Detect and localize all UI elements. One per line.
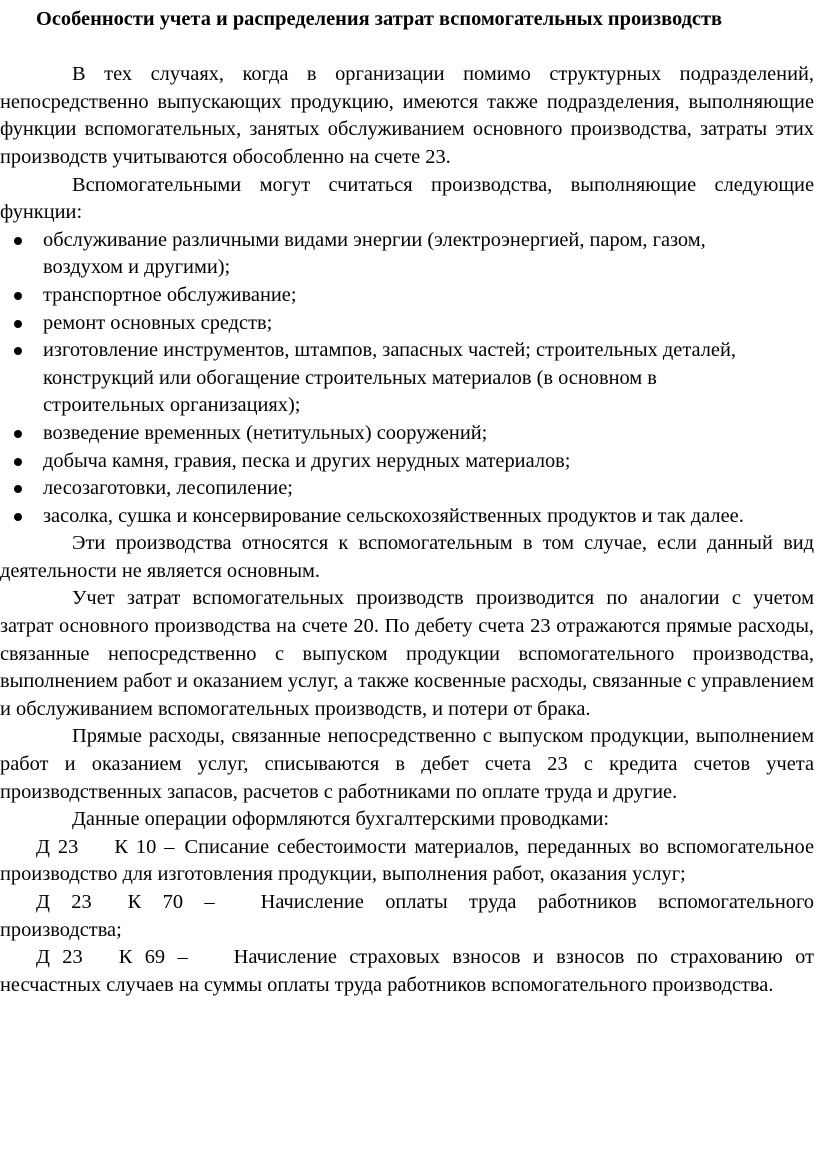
- list-item-text: обслуживание различными видами энергии (электроэнергией, паром, газом, воздухом и другими);: [43, 228, 706, 279]
- list-item: [0, 337, 814, 420]
- list-item-text: засолка, сушка и консервирование сельскохозяйственных продуктов и так далее.: [43, 504, 744, 527]
- bullet-icon: [14, 347, 22, 355]
- bullet-icon: [14, 320, 22, 328]
- entry-debit: Д 23: [36, 946, 83, 969]
- bullet-icon: [14, 292, 22, 300]
- entry-text: Начисление оплаты труда работников вспомогательного производства;: [0, 891, 814, 941]
- bullet-icon: [14, 430, 22, 438]
- list-item: [0, 310, 814, 338]
- entry-debit: Д 23: [36, 835, 79, 858]
- journal-entry: [0, 834, 814, 889]
- entry-text: Начисление страховых взносов и взносов по страхованию от несчастных случаев на суммы оплаты труда работников вспомогательного производства.: [0, 946, 814, 996]
- paragraph-intro: В тех случаях, когда в организации помимо структурных подразделений, непосредственно выпускающих продукцию, имеются также подразделения, выполняющие функции вспомогательных, занятых обслуживанием основного производства, затраты этих производств учитываются обособленно на счете 23.: [0, 63, 814, 168]
- journal-entry: [0, 944, 814, 999]
- list-item: [0, 227, 814, 282]
- paragraph-direct-costs: Прямые расходы, связанные непосредственно с выпуском продукции, выполнением работ и оказанием услуг, списываются в дебет счета 23 с кредита счетов учета производственных запасов, расчетов с работниками по оплате труда и другие.: [0, 725, 814, 803]
- list-item-text: изготовление инструментов, штампов, запасных частей; строительных деталей, конструкций или обогащение строительных материалов (в основном в строительных организациях);: [43, 339, 736, 417]
- bullet-icon: [14, 513, 22, 521]
- entry-text: Списание себестоимости материалов, переданных во вспомогательное производство для изготовления продукции, выполнения работ, оказания услуг;: [0, 835, 814, 886]
- paragraph-cost-accounting: Учет затрат вспомогательных производств производится по аналогии с учетом затрат основного производства на счете 20. По дебету счета 23 отражаются прямые расходы, связанные непосредственно с выпуском продукции вспомогательного производства, выполнением работ и оказанием услуг, а также косвенные расходы, связанные с управлением и обслуживанием вспомогательных производств, и потери от брака.: [0, 587, 814, 720]
- list-item: [0, 448, 814, 476]
- document-title: Особенности учета и распределения затрат вспомогательных производств: [36, 8, 722, 30]
- entry-credit: К 10 –: [114, 835, 175, 858]
- list-item-text: лесозаготовки, лесопиление;: [43, 477, 293, 500]
- bullet-icon: [14, 237, 22, 245]
- paragraph-auxiliary-condition: Эти производства относятся к вспомогательным в том случае, если данный вид деятельности не является основным.: [0, 532, 814, 582]
- entry-debit: Д 23: [36, 891, 92, 913]
- list-item: [0, 420, 814, 448]
- list-item-text: ремонт основных средств;: [43, 311, 273, 334]
- list-item: [0, 475, 814, 503]
- functions-list: [0, 227, 814, 531]
- bullet-icon: [14, 458, 22, 466]
- paragraph-entries-lead: Данные операции оформляются бухгалтерскими проводками:: [72, 808, 610, 831]
- list-item: [0, 503, 814, 531]
- list-item-text: транспортное обслуживание;: [43, 283, 297, 306]
- list-item-text: добыча камня, гравия, песка и других нерудных материалов;: [43, 449, 571, 472]
- bullet-icon: [14, 485, 22, 493]
- journal-entry: [0, 889, 814, 944]
- entry-credit: К 69 –: [118, 946, 188, 969]
- list-item-text: возведение временных (нетитульных) сооружений;: [43, 421, 488, 444]
- list-item: [0, 282, 814, 310]
- paragraph-functions-lead: Вспомогательными могут считаться производства, выполняющие следующие функции:: [0, 173, 814, 224]
- blank-line: [0, 34, 814, 62]
- entry-credit: К 70 –: [127, 891, 215, 913]
